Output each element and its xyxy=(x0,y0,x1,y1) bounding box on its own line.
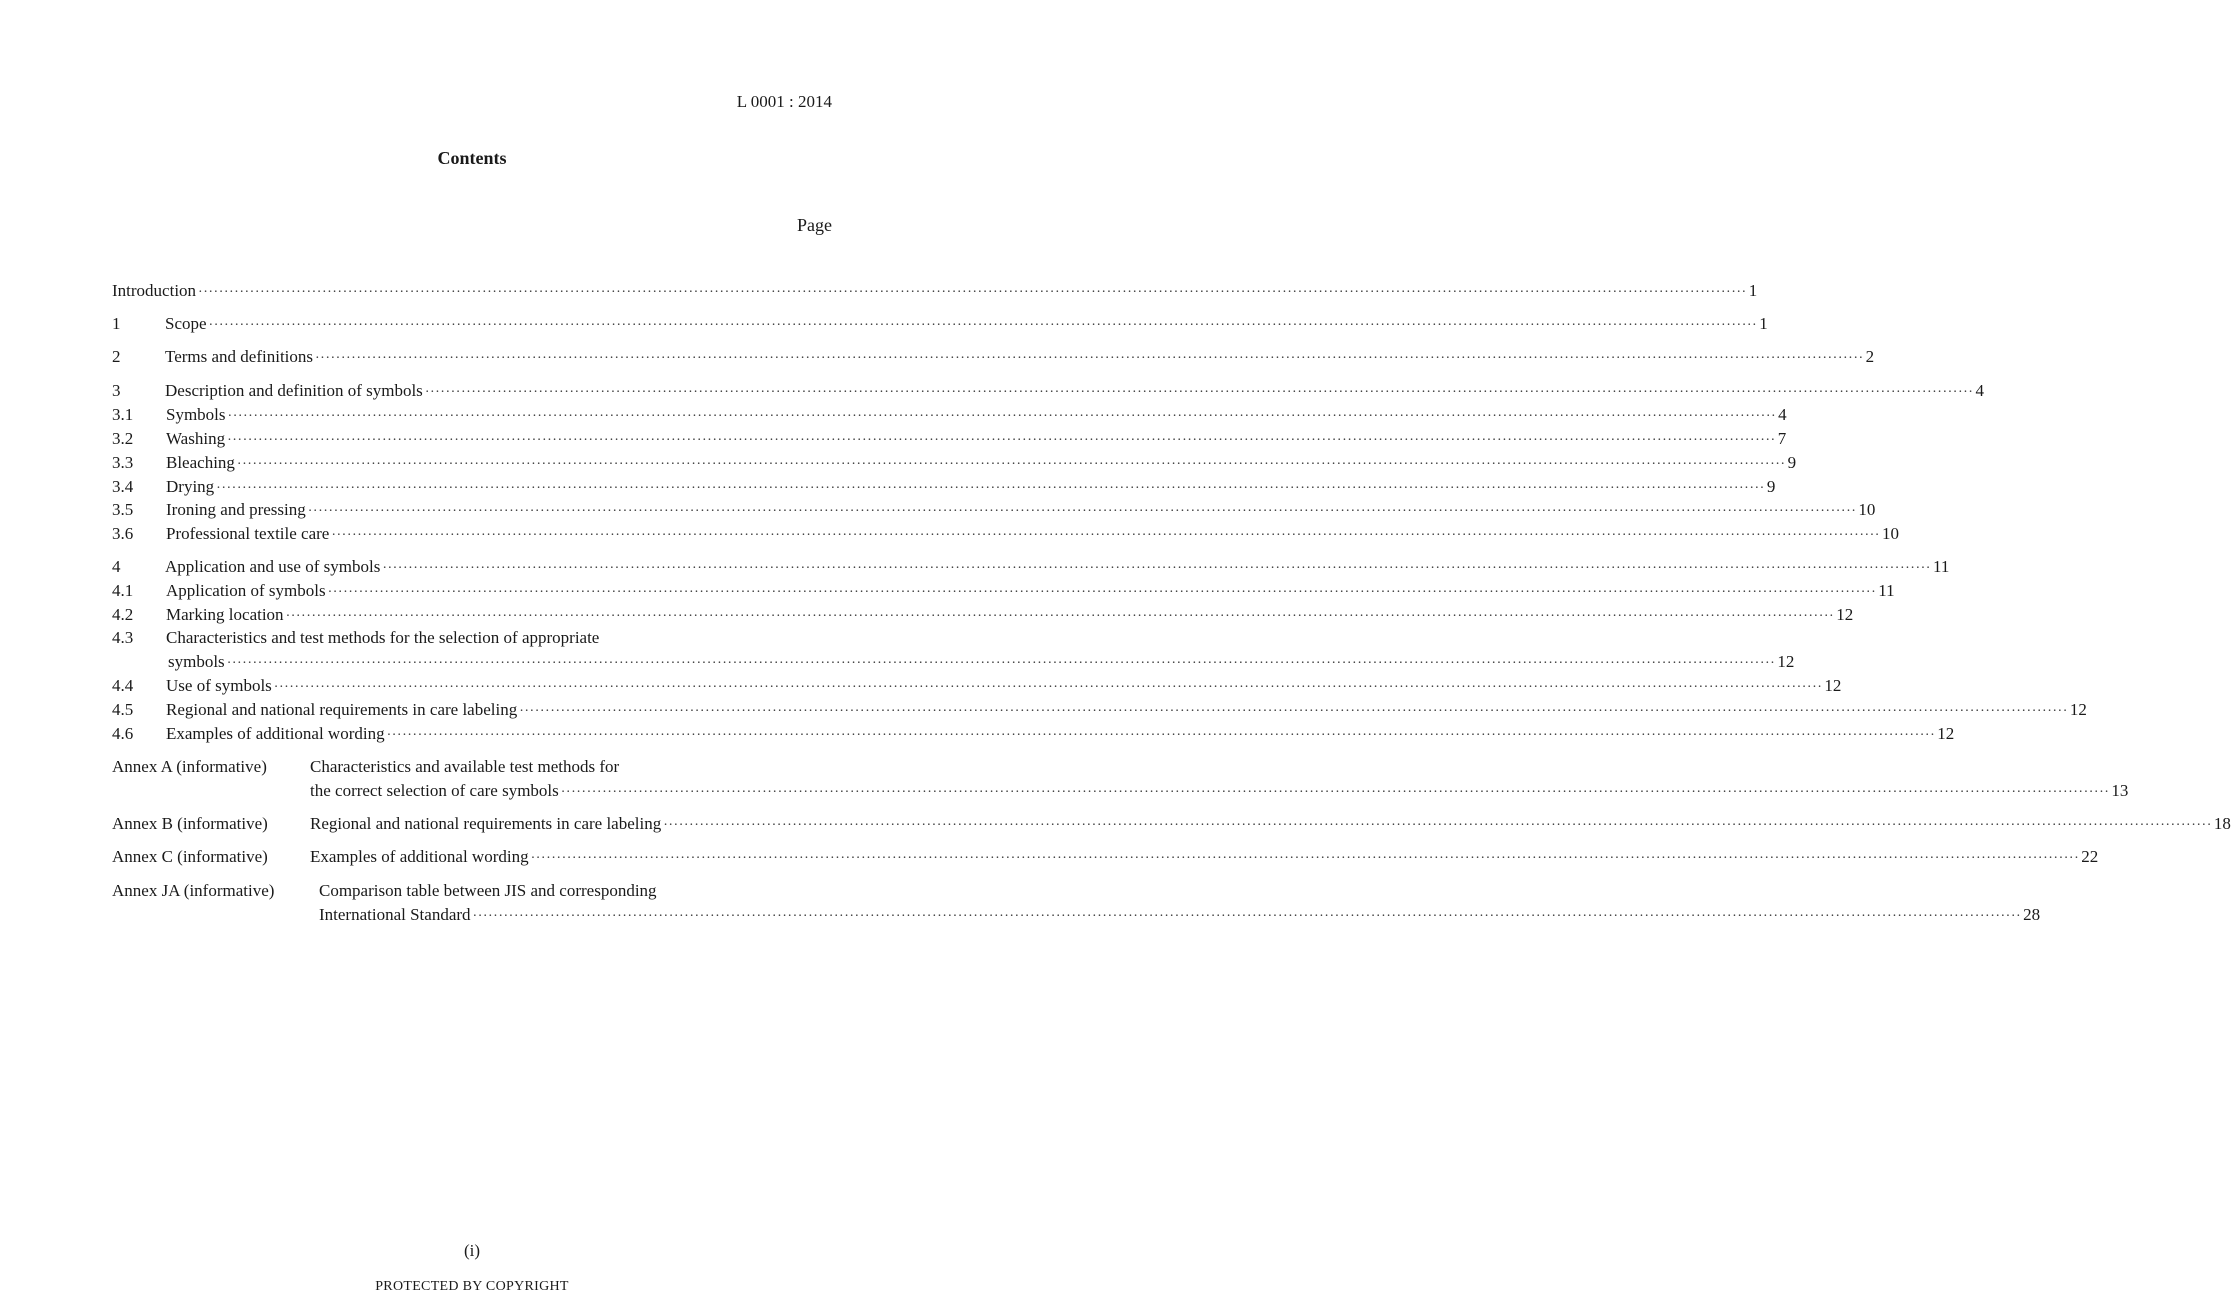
copyright-notice: PROTECTED BY COPYRIGHT xyxy=(375,1279,569,1294)
toc-entry-title: Comparison table between JIS and corresponding xyxy=(319,881,657,900)
toc-entry-title: Professional textile care xyxy=(166,524,330,543)
toc-entry-bleaching[interactable] xyxy=(112,452,1797,474)
toc-entry-title: Examples of additional wording xyxy=(310,847,529,866)
toc-entry-page: 28 xyxy=(2023,905,2041,924)
toc-entry-annex-b[interactable] xyxy=(112,813,2231,835)
toc-entry-number: 2 xyxy=(112,347,121,366)
toc-entry-number: 4.5 xyxy=(112,700,134,719)
toc-entry-page: 1 xyxy=(1748,281,1758,300)
toc-entry-number: 4.2 xyxy=(112,605,134,624)
toc-entry-page: 2 xyxy=(1865,347,1875,366)
toc-entry-page: 10 xyxy=(1881,524,1899,543)
toc-entry-washing[interactable] xyxy=(112,428,1787,450)
dot-leader: ············································································································································································································································································································ xyxy=(331,528,1880,543)
toc-entry-page: 1 xyxy=(1759,314,1768,333)
toc-entry-application[interactable] xyxy=(112,580,1895,602)
toc-entry-title: Application of symbols xyxy=(166,581,326,600)
dot-leader: ············································································································································································································································································································ xyxy=(307,504,1857,519)
toc-entry-title-continued: International Standard xyxy=(319,905,471,924)
toc-entry-title: Ironing and pressing xyxy=(166,500,306,519)
annex-label: Annex C (informative) xyxy=(112,847,268,866)
toc-entry-number: 3.4 xyxy=(112,477,134,496)
dot-leader: ············································································································································································································································································································ xyxy=(198,285,1747,300)
toc-entry-number: 3.2 xyxy=(112,429,134,448)
dot-leader: ············································································································································································································································································································ xyxy=(560,785,2110,800)
toc-entry-page: 11 xyxy=(1932,557,1950,576)
toc-entry-page: 9 xyxy=(1766,477,1776,496)
toc-entry-page: 22 xyxy=(2081,847,2099,866)
toc-entry-annex-a[interactable] xyxy=(112,756,2129,802)
toc-entry-use-of-symbols[interactable] xyxy=(112,675,1842,697)
toc-entry-annex-c[interactable] xyxy=(112,846,2099,868)
dot-leader: ············································································································································································································································································································ xyxy=(226,656,1776,671)
toc-entry-title: Characteristics and test methods for the selection of appropriate xyxy=(166,628,600,647)
toc-entry-title: Description and definition of symbols xyxy=(165,381,423,400)
toc-entry-title-continued: symbols xyxy=(168,652,225,671)
dot-leader: ············································································································································································································································································································ xyxy=(208,318,1758,333)
dot-leader: ············································································································································································································································································································ xyxy=(327,585,1877,600)
toc-entry-drying[interactable] xyxy=(112,476,1776,498)
toc-entry-page: 10 xyxy=(1858,500,1876,519)
toc-entry-professional-care[interactable] xyxy=(112,523,1899,545)
toc-entry-title-continued: the correct selection of care symbols xyxy=(310,781,559,800)
annex-label: Annex B (informative) xyxy=(112,814,268,833)
page-number: (i) xyxy=(463,1241,481,1260)
dot-leader: ············································································································································································································································································································ xyxy=(519,704,2068,719)
toc-entry-description[interactable] xyxy=(112,380,1984,402)
dot-leader: ············································································································································································································································································································ xyxy=(236,457,1786,472)
toc-entry-terms[interactable] xyxy=(112,346,1875,368)
toc-entry-scope[interactable] xyxy=(112,313,1768,335)
dot-leader: ············································································································································································································································································································ xyxy=(315,351,1864,366)
toc-entry-page: 12 xyxy=(1777,652,1795,671)
toc-entry-page: 18 xyxy=(2213,814,2231,833)
dot-leader: ············································································································································································································································································································ xyxy=(285,609,1835,624)
toc-entry-introduction[interactable] xyxy=(112,280,1758,302)
dot-leader: ············································································································································································································································································································ xyxy=(273,680,1823,695)
toc-entry-title: Symbols xyxy=(166,405,226,424)
dot-leader: ············································································································································································································································································································ xyxy=(530,851,2080,866)
toc-entry-symbols[interactable] xyxy=(112,404,1787,426)
toc-entry-title: Characteristics and available test methods for xyxy=(310,757,620,776)
toc-entry-title: Use of symbols xyxy=(166,676,272,695)
dot-leader: ············································································································································································································································································································ xyxy=(424,385,1974,400)
dot-leader: ············································································································································································································································································································ xyxy=(382,561,1931,576)
page-title: Contents xyxy=(437,148,507,168)
toc-entry-page: 12 xyxy=(1937,724,1955,743)
toc-entry-page: 13 xyxy=(2111,781,2129,800)
toc-entry-number: 3.1 xyxy=(112,405,134,424)
toc-entry-page: 9 xyxy=(1787,453,1797,472)
dot-leader: ············································································································································································································································································································ xyxy=(386,728,1936,743)
toc-entry-page: 12 xyxy=(1824,676,1842,695)
toc-entry-title: Bleaching xyxy=(166,453,235,472)
document-id: L 0001 : 2014 xyxy=(736,92,832,111)
toc-entry-title: Scope xyxy=(165,314,207,333)
toc-entry-page: 4 xyxy=(1778,405,1787,424)
dot-leader: ············································································································································································································································································································ xyxy=(227,433,1776,448)
dot-leader: ············································································································································································································································································································ xyxy=(216,481,1765,496)
toc-entry-additional-wording[interactable] xyxy=(112,723,1955,745)
toc-entry-title: Washing xyxy=(166,429,226,448)
toc-entry-title: Regional and national requirements in care labeling xyxy=(310,814,662,833)
toc-entry-number: 4.4 xyxy=(112,676,134,695)
toc-entry-page: 7 xyxy=(1777,429,1787,448)
toc-entry-number: 1 xyxy=(112,314,121,333)
toc-entry-title: Terms and definitions xyxy=(165,347,314,366)
toc-entry-regional-requirements[interactable] xyxy=(112,699,2087,721)
toc-entry-title: Drying xyxy=(166,477,215,496)
toc-entry-number: 3.5 xyxy=(112,500,134,519)
dot-leader: ············································································································································································································································································································ xyxy=(472,909,2022,924)
toc-entry-number: 3 xyxy=(112,381,121,400)
toc-entry-number: 4.1 xyxy=(112,581,134,600)
toc-entry-annex-ja[interactable] xyxy=(112,880,2041,926)
annex-label: Annex JA (informative) xyxy=(112,881,275,900)
toc-entry-number: 3.6 xyxy=(112,524,134,543)
annex-label: Annex A (informative) xyxy=(112,757,267,776)
toc-entry-application-use[interactable] xyxy=(112,556,1950,578)
page-column-label: Page xyxy=(797,215,832,235)
toc-entry-title: Examples of additional wording xyxy=(166,724,385,743)
toc-entry-page: 4 xyxy=(1975,381,1984,400)
toc-entry-title: Application and use of symbols xyxy=(165,557,381,576)
toc-entry-number: 4.3 xyxy=(112,628,134,647)
toc-entry-number: 3.3 xyxy=(112,453,134,472)
toc-entry-marking-location[interactable] xyxy=(112,604,1854,626)
toc-entry-page: 12 xyxy=(1836,605,1854,624)
dot-leader: ············································································································································································································································································································ xyxy=(663,818,2212,833)
toc-entry-title: Regional and national requirements in care labeling xyxy=(166,700,518,719)
toc-entry-page: 11 xyxy=(1878,581,1895,600)
toc-entry-ironing[interactable] xyxy=(112,499,1876,521)
toc-entry-characteristics[interactable] xyxy=(112,627,1795,673)
toc-entry-page: 12 xyxy=(2069,700,2087,719)
toc-entry-number: 4.6 xyxy=(112,724,134,743)
toc-entry-number: 4 xyxy=(112,557,121,576)
toc-entry-title: Introduction xyxy=(112,281,197,300)
dot-leader: ············································································································································································································································································································ xyxy=(227,409,1777,424)
toc-entry-title: Marking location xyxy=(166,605,284,624)
